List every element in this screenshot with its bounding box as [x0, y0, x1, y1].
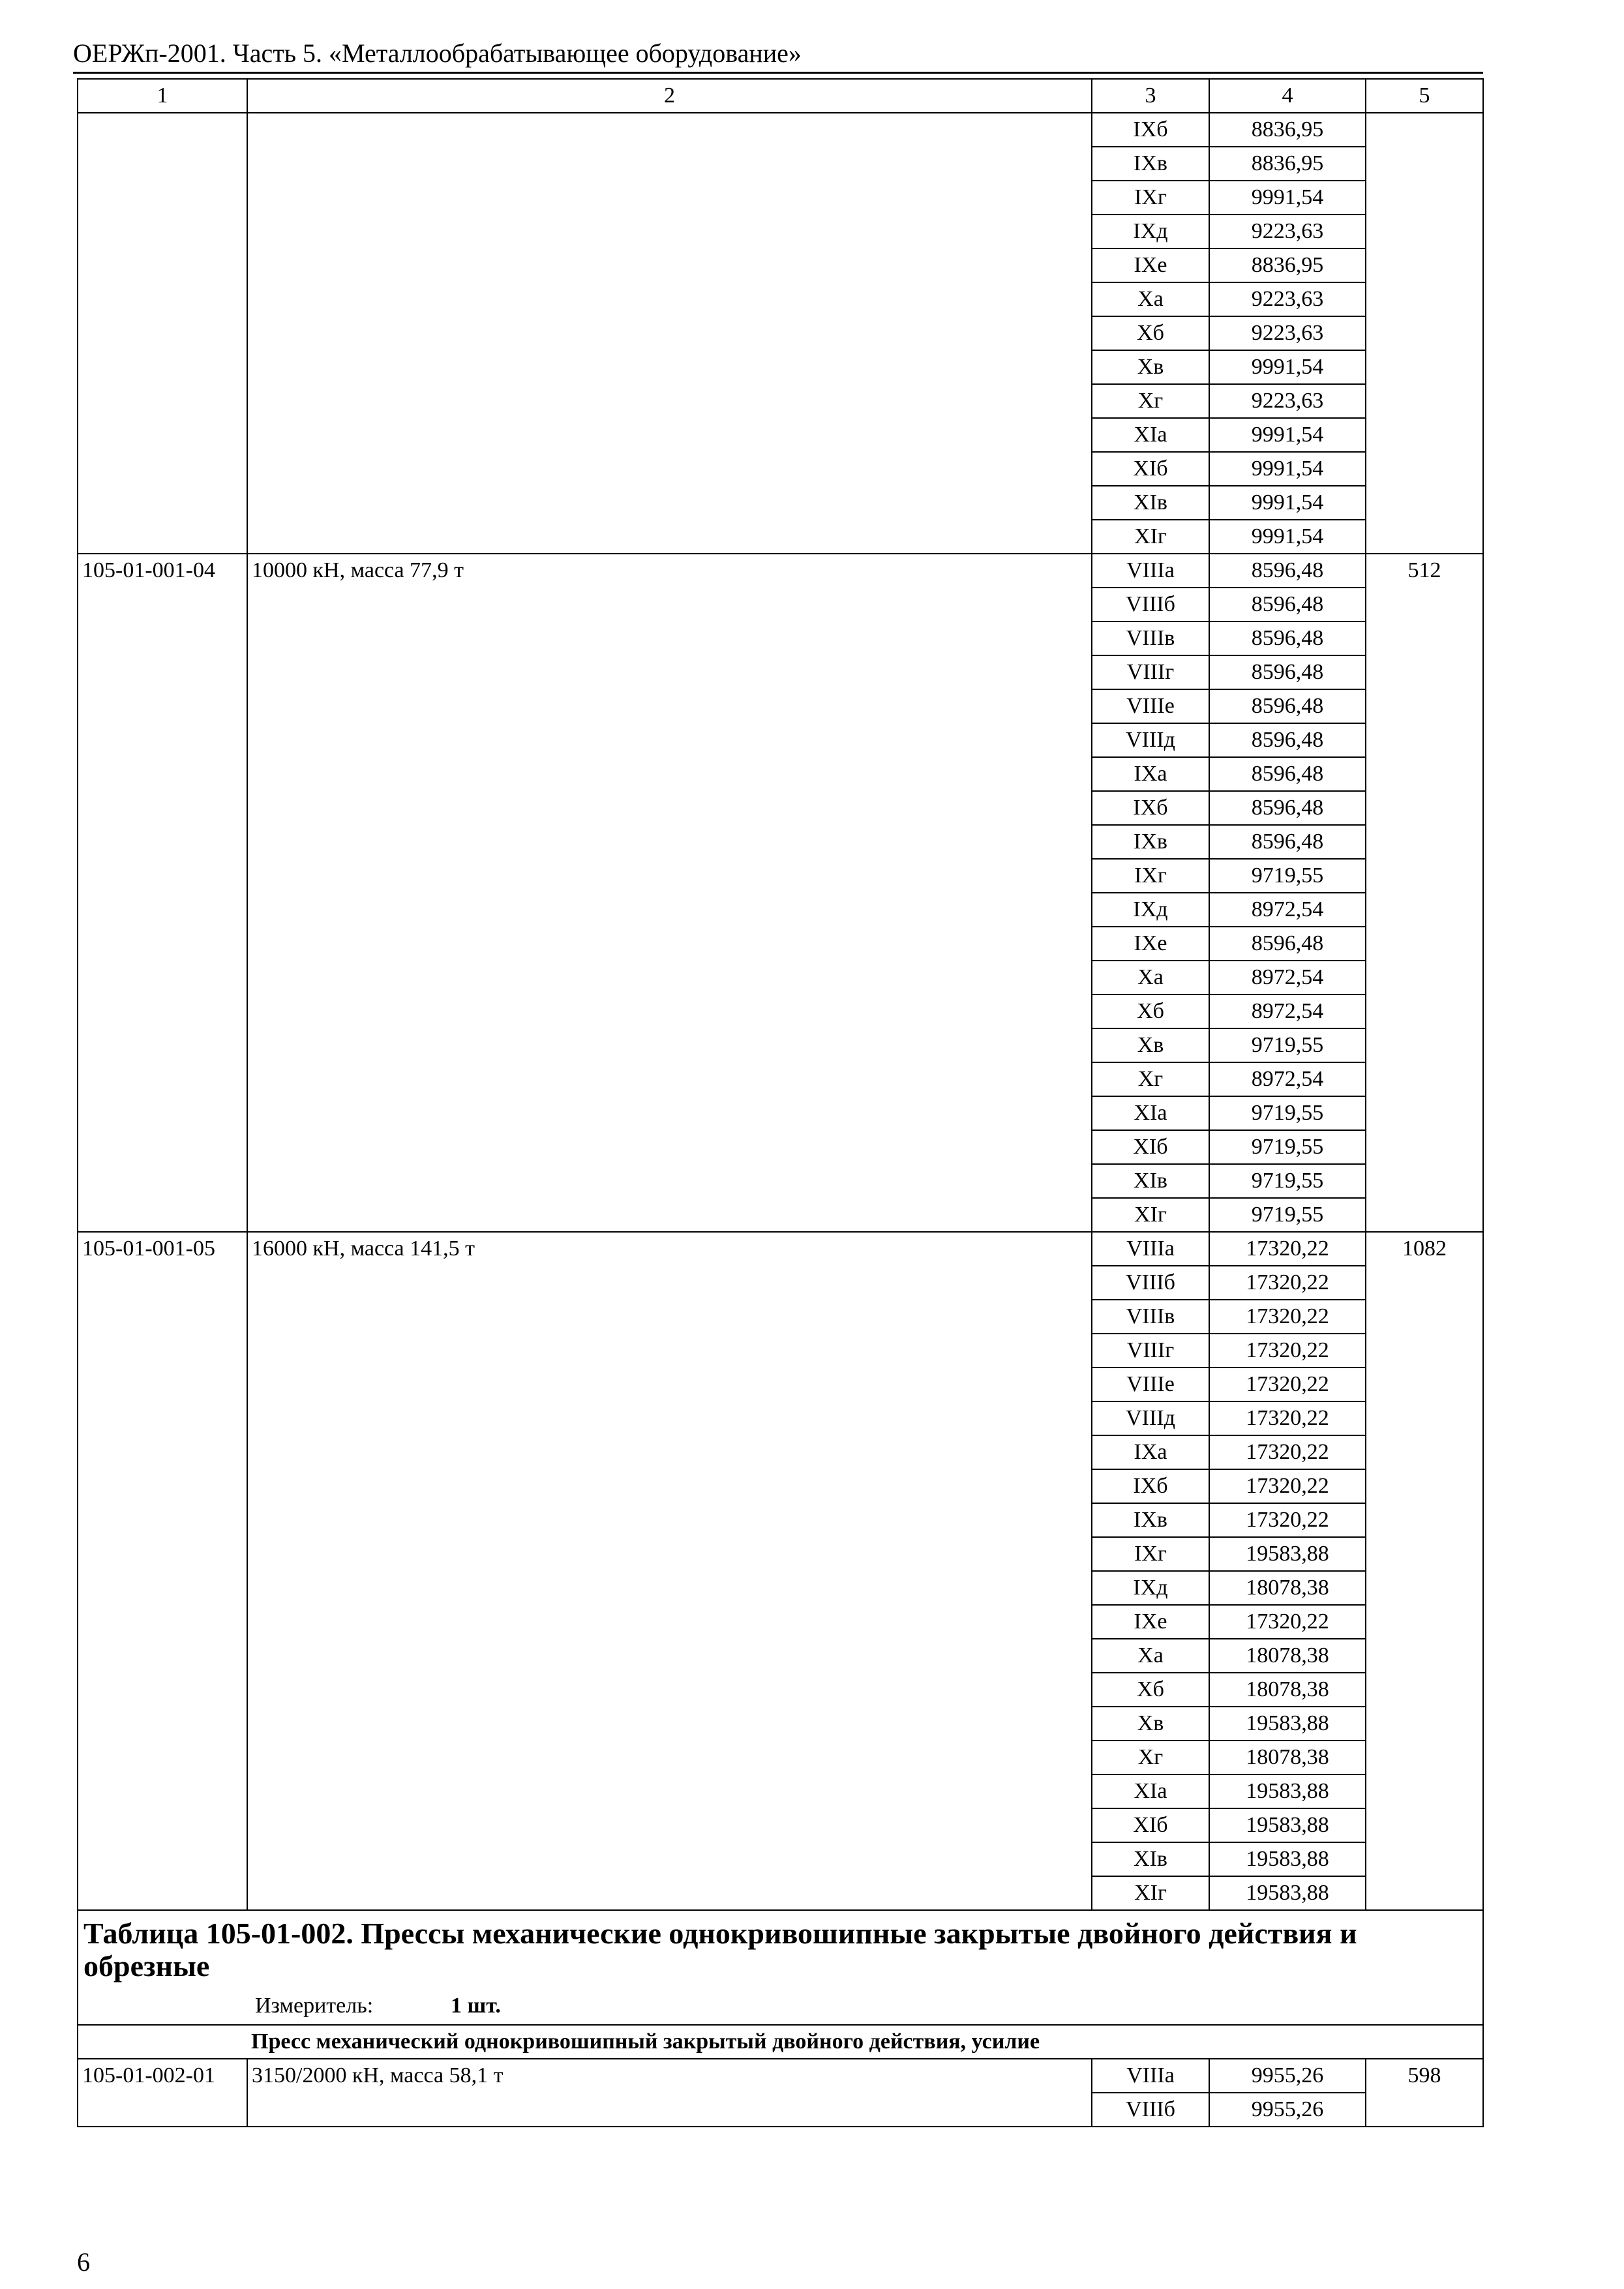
price-table-body — [78, 79, 1483, 2127]
region-cell: XIв — [1092, 1164, 1209, 1198]
price-cell: 9223,63 — [1209, 282, 1366, 316]
price-cell: 8972,54 — [1209, 995, 1366, 1028]
column-number: 3 — [1092, 79, 1209, 113]
region-cell: IXе — [1092, 248, 1209, 282]
region-cell: IXе — [1092, 927, 1209, 961]
price-cell: 19583,88 — [1209, 1808, 1366, 1842]
section-title: Таблица 105-01-002. Прессы механические однокривошипные закрытые двойного действия и обрезные — [78, 1910, 1483, 1988]
price-cell: 9719,55 — [1209, 1096, 1366, 1130]
column-number: 4 — [1209, 79, 1366, 113]
region-cell: Xг — [1092, 384, 1209, 418]
price-cell: 17320,22 — [1209, 1368, 1366, 1401]
meter-cell — [78, 1988, 1483, 2025]
region-cell: IXа — [1092, 1435, 1209, 1469]
price-cell: 9223,63 — [1209, 215, 1366, 248]
region-cell: IXд — [1092, 893, 1209, 927]
region-cell: VIIIб — [1092, 588, 1209, 621]
section-title-row — [78, 1910, 1483, 1988]
table-row — [78, 1232, 1483, 1266]
price-cell: 8596,48 — [1209, 757, 1366, 791]
price-cell: 8972,54 — [1209, 1062, 1366, 1096]
value5-cell — [1366, 113, 1483, 554]
price-cell: 8596,48 — [1209, 723, 1366, 757]
price-cell: 9223,63 — [1209, 384, 1366, 418]
region-cell: VIIIе — [1092, 689, 1209, 723]
region-cell: VIIIе — [1092, 1368, 1209, 1401]
column-number-row — [78, 79, 1483, 113]
price-cell: 19583,88 — [1209, 1774, 1366, 1808]
item-code: 105-01-001-04 — [78, 554, 247, 1232]
region-cell: VIIIб — [1092, 2093, 1209, 2127]
meter-row — [78, 1988, 1483, 2025]
header-rule — [73, 72, 1483, 74]
price-cell: 19583,88 — [1209, 1876, 1366, 1910]
region-cell: VIIIб — [1092, 1266, 1209, 1300]
region-cell: Xб — [1092, 316, 1209, 350]
region-cell: Xа — [1092, 961, 1209, 995]
price-cell: 19583,88 — [1209, 1537, 1366, 1571]
region-cell: IXб — [1092, 113, 1209, 147]
price-cell: 18078,38 — [1209, 1639, 1366, 1673]
price-cell: 19583,88 — [1209, 1842, 1366, 1876]
price-cell: 18078,38 — [1209, 1673, 1366, 1707]
price-cell: 9719,55 — [1209, 1130, 1366, 1164]
group-title: Пресс механический однокривошипный закрытый двойного действия, усилие — [78, 2025, 1483, 2059]
price-cell: 9719,55 — [1209, 1198, 1366, 1232]
region-cell: XIа — [1092, 1096, 1209, 1130]
price-cell: 9719,55 — [1209, 1164, 1366, 1198]
price-cell: 8596,48 — [1209, 927, 1366, 961]
price-cell: 17320,22 — [1209, 1334, 1366, 1368]
price-cell: 8596,48 — [1209, 791, 1366, 825]
region-cell: VIIIг — [1092, 655, 1209, 689]
price-cell: 17320,22 — [1209, 1605, 1366, 1639]
item-description: 16000 кН, масса 141,5 т — [247, 1232, 1092, 1910]
price-table — [77, 78, 1484, 2127]
region-cell: VIIIа — [1092, 2059, 1209, 2093]
column-number: 1 — [78, 79, 247, 113]
region-cell: VIIIд — [1092, 723, 1209, 757]
value5-cell: 598 — [1366, 2059, 1483, 2127]
value5-cell: 512 — [1366, 554, 1483, 1232]
region-cell: IXв — [1092, 825, 1209, 859]
price-cell: 9991,54 — [1209, 181, 1366, 215]
region-cell: Xб — [1092, 995, 1209, 1028]
region-cell: Xв — [1092, 350, 1209, 384]
item-code — [78, 113, 247, 554]
column-number: 2 — [247, 79, 1092, 113]
price-cell: 8836,95 — [1209, 248, 1366, 282]
region-cell: Xг — [1092, 1062, 1209, 1096]
region-cell: XIг — [1092, 1198, 1209, 1232]
item-code: 105-01-001-05 — [78, 1232, 247, 1910]
price-cell: 8596,48 — [1209, 825, 1366, 859]
table-row — [78, 2059, 1483, 2093]
region-cell: Xв — [1092, 1028, 1209, 1062]
region-cell: IXв — [1092, 147, 1209, 181]
table-row — [78, 554, 1483, 588]
price-cell: 8836,95 — [1209, 113, 1366, 147]
price-cell: 17320,22 — [1209, 1401, 1366, 1435]
region-cell: XIг — [1092, 520, 1209, 554]
table-row — [78, 113, 1483, 147]
meter-unit: 1 шт. — [451, 1994, 501, 2018]
region-cell: XIб — [1092, 1808, 1209, 1842]
value5-cell: 1082 — [1366, 1232, 1483, 1910]
price-cell: 8596,48 — [1209, 588, 1366, 621]
price-cell: 8972,54 — [1209, 893, 1366, 927]
region-cell: Xг — [1092, 1741, 1209, 1774]
page-header-title: ОЕРЖп-2001. Часть 5. «Металлообрабатывающее оборудование» — [73, 38, 802, 68]
region-cell: XIа — [1092, 418, 1209, 452]
price-cell: 8972,54 — [1209, 961, 1366, 995]
region-cell: IXг — [1092, 859, 1209, 893]
price-cell: 9719,55 — [1209, 859, 1366, 893]
region-cell: IXе — [1092, 1605, 1209, 1639]
region-cell: XIг — [1092, 1876, 1209, 1910]
price-cell: 9991,54 — [1209, 520, 1366, 554]
group-title-row — [78, 2025, 1483, 2059]
region-cell: XIб — [1092, 1130, 1209, 1164]
item-description: 3150/2000 кН, масса 58,1 т — [247, 2059, 1092, 2127]
region-cell: XIв — [1092, 1842, 1209, 1876]
region-cell: VIIIа — [1092, 554, 1209, 588]
region-cell: VIIIа — [1092, 1232, 1209, 1266]
region-cell: Xа — [1092, 282, 1209, 316]
region-cell: IXг — [1092, 181, 1209, 215]
region-cell: Xв — [1092, 1707, 1209, 1741]
page-number: 6 — [77, 2247, 90, 2277]
price-cell: 9991,54 — [1209, 418, 1366, 452]
column-number: 5 — [1366, 79, 1483, 113]
price-cell: 8596,48 — [1209, 655, 1366, 689]
region-cell: Xб — [1092, 1673, 1209, 1707]
price-cell: 18078,38 — [1209, 1571, 1366, 1605]
price-cell: 8596,48 — [1209, 554, 1366, 588]
price-cell: 17320,22 — [1209, 1232, 1366, 1266]
region-cell: IXб — [1092, 1469, 1209, 1503]
price-cell: 9955,26 — [1209, 2093, 1366, 2127]
region-cell: VIIIд — [1092, 1401, 1209, 1435]
region-cell: Xа — [1092, 1639, 1209, 1673]
region-cell: XIв — [1092, 486, 1209, 520]
region-cell: VIIIг — [1092, 1334, 1209, 1368]
price-cell: 19583,88 — [1209, 1707, 1366, 1741]
item-code: 105-01-002-01 — [78, 2059, 247, 2127]
price-cell: 8596,48 — [1209, 621, 1366, 655]
item-description: 10000 кН, масса 77,9 т — [247, 554, 1092, 1232]
region-cell: IXв — [1092, 1503, 1209, 1537]
price-cell: 9991,54 — [1209, 486, 1366, 520]
price-cell: 17320,22 — [1209, 1266, 1366, 1300]
region-cell: IXд — [1092, 215, 1209, 248]
price-cell: 8836,95 — [1209, 147, 1366, 181]
price-cell: 17320,22 — [1209, 1300, 1366, 1334]
region-cell: VIIIв — [1092, 621, 1209, 655]
price-cell: 9955,26 — [1209, 2059, 1366, 2093]
region-cell: VIIIв — [1092, 1300, 1209, 1334]
region-cell: XIб — [1092, 452, 1209, 486]
region-cell: IXг — [1092, 1537, 1209, 1571]
price-cell: 17320,22 — [1209, 1503, 1366, 1537]
region-cell: IXа — [1092, 757, 1209, 791]
price-cell: 9991,54 — [1209, 452, 1366, 486]
price-cell: 9223,63 — [1209, 316, 1366, 350]
meter-label: Измеритель: — [255, 1994, 374, 2018]
price-cell: 8596,48 — [1209, 689, 1366, 723]
price-cell: 9719,55 — [1209, 1028, 1366, 1062]
item-description — [247, 113, 1092, 554]
region-cell: XIа — [1092, 1774, 1209, 1808]
price-cell: 17320,22 — [1209, 1435, 1366, 1469]
price-cell: 18078,38 — [1209, 1741, 1366, 1774]
region-cell: IXд — [1092, 1571, 1209, 1605]
price-cell: 9991,54 — [1209, 350, 1366, 384]
region-cell: IXб — [1092, 791, 1209, 825]
price-cell: 17320,22 — [1209, 1469, 1366, 1503]
